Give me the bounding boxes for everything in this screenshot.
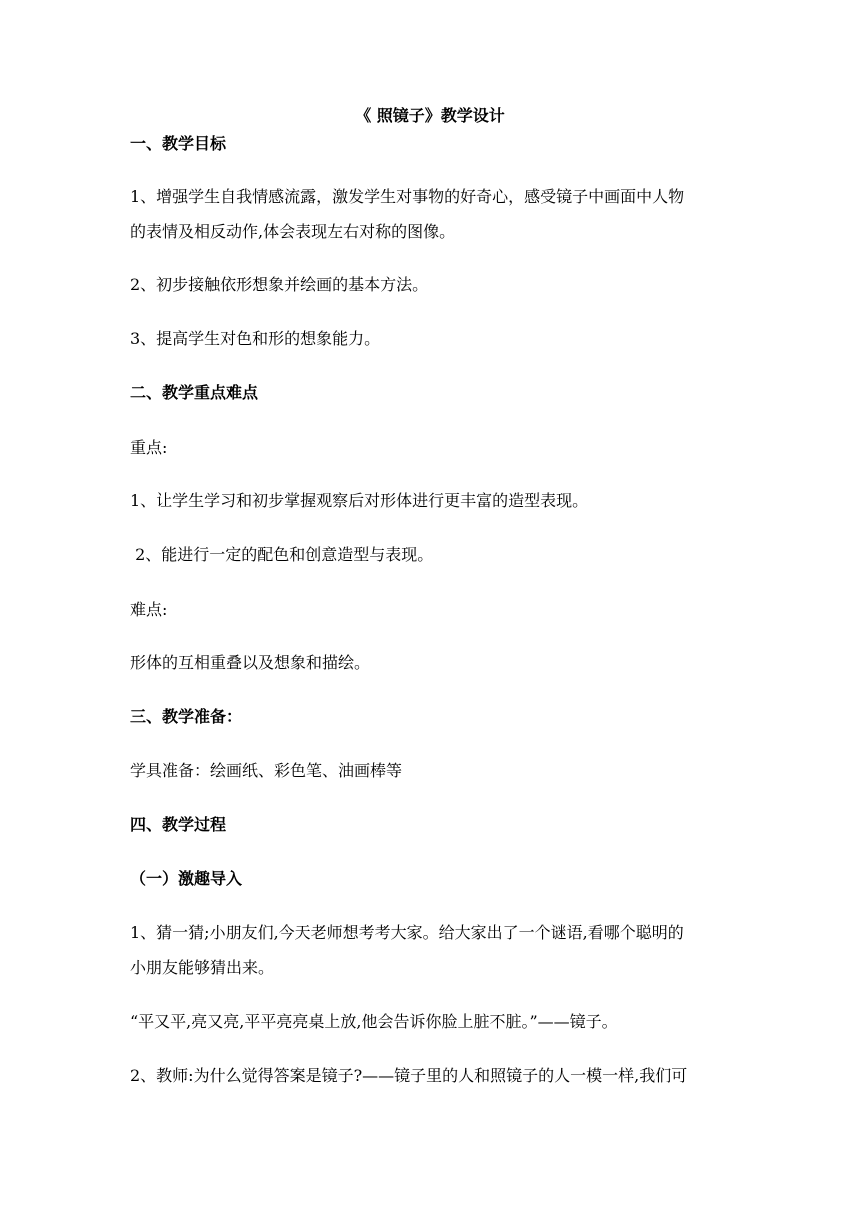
focus-label: 重点: <box>130 438 168 457</box>
process-step-2-line-1: 2、教师:为什么觉得答案是镜子?——镜子里的人和照镜子的人一模一样,我们可 <box>130 1066 688 1085</box>
objective-3: 3、提高学生对色和形的想象能力。 <box>130 329 381 348</box>
objective-2: 2、初步接触依形想象并绘画的基本方法。 <box>130 275 429 294</box>
section-heading-objectives: 一、教学目标 <box>130 134 227 153</box>
difficulty-item-1: 形体的互相重叠以及想象和描绘。 <box>130 653 371 672</box>
objective-1-line-2: 的表情及相反动作,体会表现左右对称的图像。 <box>130 222 456 241</box>
process-step-1-line-2: 小朋友能够猜出来。 <box>130 958 275 977</box>
focus-item-1: 1、让学生学习和初步掌握观察后对形体进行更丰富的造型表现。 <box>130 491 589 510</box>
process-step-1-line-1: 1、猜一猜;小朋友们,今天老师想考考大家。给大家出了一个谜语,看哪个聪明的 <box>130 923 684 942</box>
section-heading-key-points: 二、教学重点难点 <box>130 383 259 402</box>
subsection-heading-intro: （一）激趣导入 <box>130 869 243 888</box>
focus-item-2: 2、能进行一定的配色和创意造型与表现。 <box>130 545 434 564</box>
section-heading-preparation: 三、教学准备： <box>130 707 243 726</box>
document-title: 《 照镜子》教学设计 <box>355 106 505 125</box>
section-heading-process: 四、教学过程 <box>130 815 227 834</box>
objective-1-line-1: 1、增强学生自我情感流露，激发学生对事物的好奇心，感受镜子中画面中人物 <box>130 187 685 206</box>
preparation-tools: 学具准备：绘画纸、彩色笔、油画棒等 <box>130 761 403 780</box>
riddle-text: “平又平,亮又亮,平平亮亮桌上放,他会告诉你脸上脏不脏。”——镜子。 <box>130 1012 618 1031</box>
difficulty-label: 难点: <box>130 600 168 619</box>
